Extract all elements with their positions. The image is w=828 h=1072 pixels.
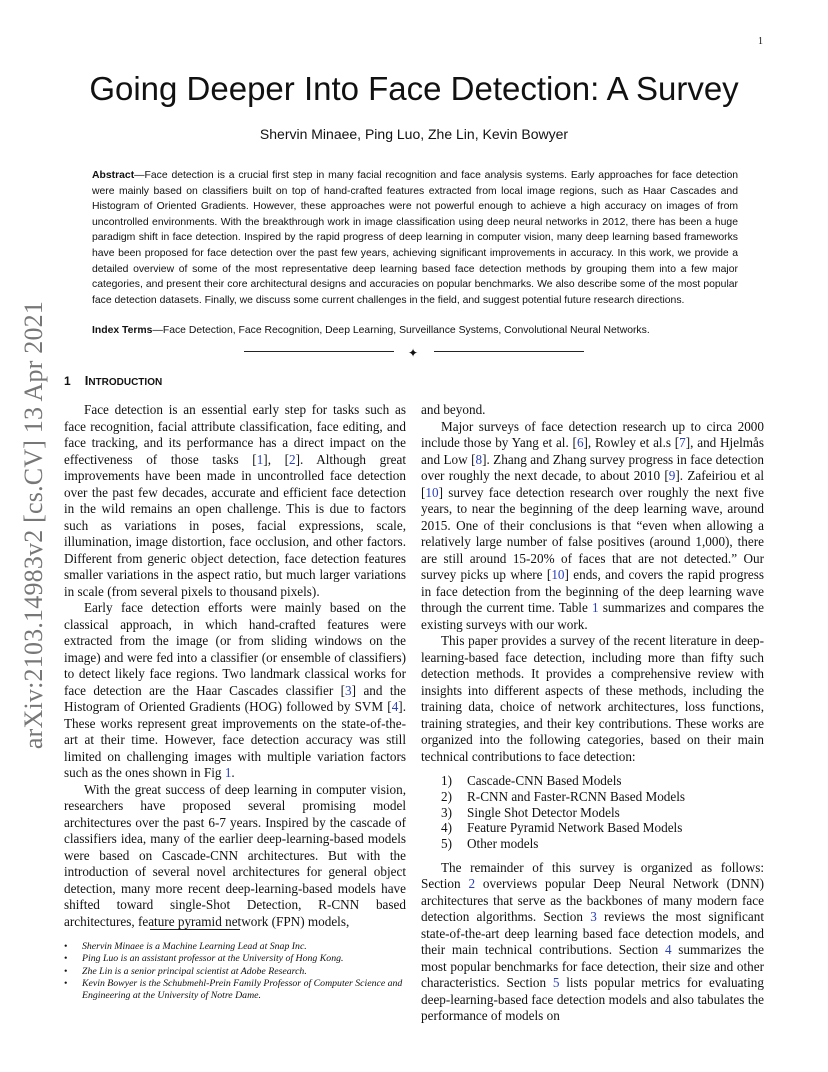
text-run: ], [ <box>263 451 290 467</box>
text-run: reviews the most significant state-of-the-art deep learning based face detection models, and their main technical contributions. Section <box>421 909 765 958</box>
citation-link[interactable]: 1 <box>256 451 264 467</box>
bullet-icon: • <box>64 941 68 952</box>
text-run: Major surveys of face detection research up to circa 2000 include those by Yang et al. [ <box>421 418 764 450</box>
table-link[interactable]: 1 <box>592 600 599 615</box>
divider-line-right <box>434 351 584 352</box>
paper-authors: Shervin Minaee, Ping Luo, Zhe Lin, Kevin Bowyer <box>259 126 569 142</box>
abstract-label: Abstract <box>92 170 135 181</box>
bullet-icon: • <box>64 953 68 965</box>
text-run: . <box>231 765 235 780</box>
figure-link[interactable]: 1 <box>224 765 232 780</box>
section-divider <box>244 346 584 358</box>
list-number: 4) <box>441 820 452 836</box>
list-text: Single Shot Detector Models <box>467 804 620 820</box>
list-text: R-CNN and Faster-RCNN Based Models <box>467 788 686 804</box>
text-run: Face detection is an essential early step for tasks such as face recognition, facial attribute classification, face editing, and face tracking, and its performance has a direct impact on the effectiveness of those tasks [ <box>64 402 406 467</box>
citation-link[interactable]: 10 <box>425 484 439 500</box>
section-link[interactable]: 4 <box>664 942 672 958</box>
footnote-text: Zhe Lin is a senior principal scientist at Adobe Research. <box>82 965 307 977</box>
list-text: Cascade-CNN Based Models <box>467 773 622 788</box>
citation-link[interactable]: 9 <box>668 468 676 483</box>
text-run: ]. Zafeiriou et al [ <box>421 468 764 500</box>
footnote-item <box>64 941 406 953</box>
list-number: 5) <box>441 836 452 852</box>
right-column <box>421 402 764 1025</box>
footnotes <box>64 941 406 1002</box>
text-run: summarizes the most popular benchmarks for face detection, their size and other characteristics. Section <box>421 942 764 991</box>
divider-line-left <box>244 351 394 352</box>
text-run: ], and Hjelmås and Low [ <box>421 435 764 467</box>
list-item <box>421 820 764 836</box>
arxiv-stamp <box>14 290 54 760</box>
section-title-rest: NTRODUCTION <box>88 377 163 388</box>
list-item <box>421 805 764 821</box>
list-item <box>421 773 764 789</box>
text-run: ]. Although great improvements have been made in uncontrolled face detection over the past few decades, accurate and efficient face detection in the wild remains an open challenge. This is due to factors such as variations in poses, facial expressions, scale, illumination, image distortion, face occlusion, and other factors. Different from generic object detection, face detection features smaller variations in the aspect ratio, but much larger variations in scale (from several pixels to thousand pixels). <box>64 451 406 599</box>
abstract-text: —Face detection is a crucial first step in many facial recognition and face analysis systems. Early approaches for face detection were mainly based on classifiers built on top of hand-crafted features extracted from local image regions, such as Haar Cascades and Histogram of Oriented Gradients. However, these approaches were not powerful enough to achieve a high accuracy on images of from uncontrolled environments. With the breakthrough work in image classification using deep neural networks in 2012, there has been a huge paradigm shift in face detection. Inspired by the rapid progress of deep learning in computer vision, many deep learning based frameworks have been proposed for face detection over the past few years, achieving significant improvements in accuracy. In this work, we provide a detailed overview of some of the most representative deep learning based face detection methods by grouping them into a few major categories, and present their core architectural designs and accuracies on popular benchmarks. We also describe some of the most popular face detection datasets. Finally, we discuss some current challenges in the field, and suggest potential future research directions. <box>92 170 738 306</box>
list-text: Other models <box>467 836 539 852</box>
index-terms-label: Index Terms <box>92 325 153 336</box>
continued-paragraph: and beyond. <box>421 402 486 417</box>
section-link[interactable]: 3 <box>590 909 597 925</box>
arxiv-stamp-text: arXiv:2103.14983v2 [cs.CV] 13 Apr 2021 <box>19 300 48 750</box>
text-run: Early face detection efforts were mainly based on the classical approach, in which hand-crafted features were extracted from the image (or from sliding windows on the image) and were fed into a classifier (or ensemble of classifiers) to detect likely face regions. Two landmark classical works for face detection are the Haar Cascades classifier [ <box>64 600 406 698</box>
text-run: ]. Zhang and Zhang survey progress in face detection over roughly the next decade, to about 2010 [ <box>421 451 764 483</box>
list-number: 3) <box>441 804 452 820</box>
footnote-item <box>64 953 406 965</box>
text-run: ] ends, and covers the rapid progress in face detection from the beginning of the deep learning wave through the current time. Table <box>421 567 764 615</box>
citation-link[interactable]: 6 <box>576 435 584 450</box>
section-link[interactable]: 2 <box>468 876 476 892</box>
left-column <box>64 402 406 930</box>
footnote-text: Kevin Bowyer is the Schubmehl-Prein Family Professor of Computer Science and Engineering at the University of Notre Dame. <box>82 977 403 1002</box>
footnote-text: Ping Luo is an assistant professor at the University of Hong Kong. <box>82 953 344 965</box>
section-link[interactable]: 5 <box>552 975 560 991</box>
footnote-text: Shervin Minaee is a Machine Learning Lead at Snap Inc. <box>82 941 307 952</box>
citation-link[interactable]: 4 <box>391 699 399 714</box>
text-run: overviews popular Deep Neural Network (DNN) architectures that serve as the backbones of many modern face detection algorithms. Section <box>421 876 764 925</box>
citation-link[interactable]: 7 <box>679 435 686 450</box>
intro-paragraph-2 <box>64 600 406 782</box>
organization-paragraph <box>421 860 764 1025</box>
text-run: summarizes and compares the existing surveys with our work. <box>421 600 764 632</box>
divider-diamond-icon: ✦ <box>408 346 419 360</box>
footnote-rule <box>150 929 240 930</box>
section-title-initial: I <box>84 373 89 388</box>
section-heading <box>64 373 162 388</box>
list-item <box>421 836 764 852</box>
citation-link[interactable]: 2 <box>289 451 296 467</box>
bullet-icon: • <box>64 965 68 977</box>
category-list <box>421 773 764 852</box>
page-number: 1 <box>758 36 763 47</box>
footnote-item <box>64 978 406 1003</box>
text-run: The remainder of this survey is organized as follows: Section <box>421 859 764 892</box>
surveys-paragraph <box>421 419 764 634</box>
intro-paragraph-1 <box>64 402 406 600</box>
bullet-icon: • <box>64 977 68 989</box>
text-run: ]. These works represent great improvements on the state-of-the-art at their time. However, face detection accuracy was still limited on challenging images with multiple variation factors such as the ones shown in Fig <box>64 699 406 780</box>
list-number: 2) <box>441 788 452 804</box>
text-run: ] survey face detection research over roughly the next five years, to near the beginning of the deep learning wave, around 2015. One of their conclusions is that “even when allowing a relatively large number of false positives (around 1,000), there are still around 15-20% of faces that are not detected.” Our survey picks up where [ <box>421 484 764 582</box>
citation-link[interactable]: 8 <box>475 451 483 467</box>
citation-link[interactable]: 3 <box>345 682 352 698</box>
list-item <box>421 789 764 805</box>
footnote-item <box>64 966 406 978</box>
index-terms-text: —Face Detection, Face Recognition, Deep Learning, Surveillance Systems, Convolutional Neural Networks. <box>152 325 650 336</box>
intro-paragraph-3: With the great success of deep learning in computer vision, researchers have proposed several promising model architectures over the past 6-7 years. Inspired by the cascade of classifiers idea, many of the earlier deep-learning-based models were based on Cascade-CNN architectures. But with the introduction of several novel architectures for general object detection, many more recent deep-learning-based models have shifted toward single-Shot Detection, R-CNN based architectures, feature pyramid network (FPN) models, <box>64 781 406 929</box>
list-number: 1) <box>441 773 452 788</box>
list-text: Feature Pyramid Network Based Models <box>467 820 683 836</box>
text-run: ], Rowley et al.s [ <box>583 435 680 450</box>
section-number: 1 <box>64 374 71 388</box>
paper-title: Going Deeper Into Face Detection: A Survey <box>89 70 739 107</box>
text-run: lists popular metrics for evaluating deep-learning-based face detection models and also tabulates the performance of models on <box>421 975 764 1024</box>
text-run: ] and the Histogram of Oriented Gradients (HOG) followed by SVM [ <box>64 682 407 714</box>
index-terms <box>92 323 738 338</box>
scope-paragraph: This paper provides a survey of the recent literature in deep-learning-based face detection, including more than fifty such detection methods. It provides a comprehensive review with insights into different aspects of these methods, including the training data, choice of network architectures, loss functions, training strategies, and their key contributions. These works are organized into the following categories, based on their main technical contributions to face detection: <box>421 633 764 764</box>
abstract <box>92 168 738 308</box>
citation-link[interactable]: 10 <box>551 567 565 582</box>
